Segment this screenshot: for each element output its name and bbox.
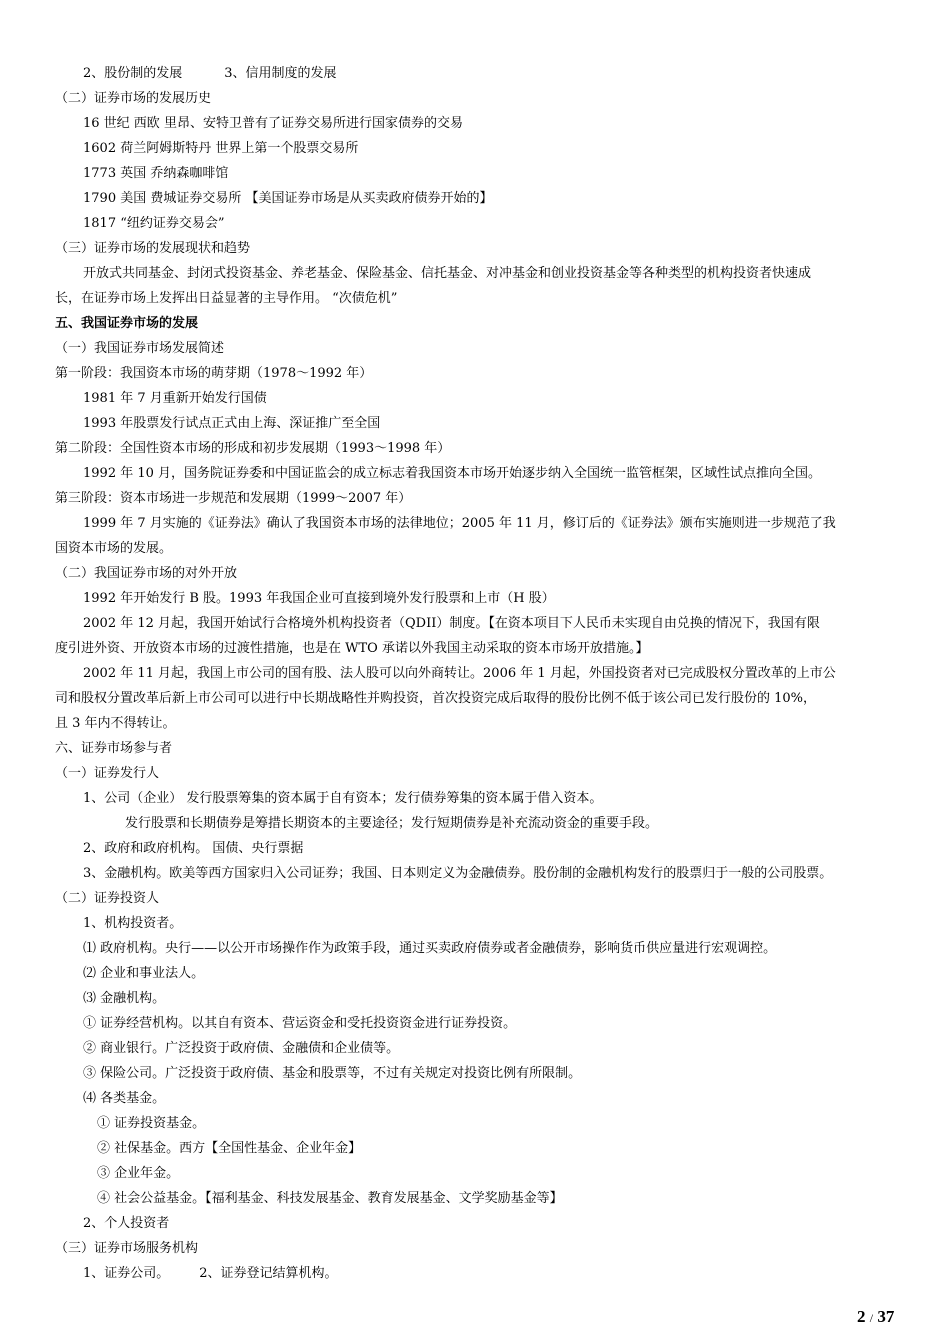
text-line: ④ 社会公益基金。【福利基金、科技发展基金、教育发展基金、文学奖励基金等】 [97, 1191, 563, 1206]
text-line: ⑷ 各类基金。 [83, 1091, 166, 1106]
text-line: ③ 企业年金。 [97, 1166, 180, 1181]
text-line: ⑵ 企业和事业法人。 [83, 966, 205, 981]
text-line: ① 证券投资基金。 [97, 1116, 206, 1131]
text-line: 且 3 年内不得转让。 [55, 716, 176, 731]
text-line: 1817 “纽约证券交易会” [83, 216, 225, 231]
text-line: ⑶ 金融机构。 [83, 991, 166, 1006]
text-line [83, 1266, 338, 1282]
text-segment: 2、证券登记结算机构。 [199, 1266, 338, 1281]
page-separator: / [869, 1311, 874, 1325]
text-line: 2002 年 12 月起，我国开始试行合格境外机构投资者（QDII）制度。【在资本项目下人民币未实现自由兑换的情况下，我国有限 [83, 616, 820, 631]
page-number [857, 1307, 894, 1327]
text-line: ⑴ 政府机构。央行——以公开市场操作作为政策手段，通过买卖政府债券或者金融债券，影响货币供应量进行宏观调控。 [83, 941, 777, 956]
text-line: 1773 英国 乔纳森咖啡馆 [83, 166, 229, 181]
text-line: 16 世纪 西欧 里昂、安特卫普有了证券交易所进行国家债券的交易 [83, 116, 463, 131]
text-line: ③ 保险公司。广泛投资于政府债、基金和股票等，不过有关规定对投资比例有所限制。 [83, 1066, 582, 1081]
section-heading: （二）证券市场的发展历史 [55, 91, 212, 106]
page-total: 37 [877, 1307, 895, 1326]
section-heading: （二）证券投资人 [55, 891, 160, 906]
text-line: 3、金融机构。欧美等西方国家归入公司证券；我国、日本则定义为金融债券。股份制的金融机构发行的股票归于一般的公司股票。 [83, 866, 833, 881]
text-line: 1999 年 7 月实施的《证券法》确认了我国资本市场的法律地位；2005 年 11 月，修订后的《证券法》颁布实施则进一步规范了我 [83, 516, 836, 531]
text-line: ② 社保基金。西方【全国性基金、企业年金】 [97, 1141, 362, 1156]
text-line: 2、政府和政府机构。 国债、央行票据 [83, 841, 304, 856]
section-heading: （一）我国证券市场发展简述 [55, 341, 225, 356]
text-line: 2、个人投资者 [83, 1216, 170, 1231]
stage-heading: 第一阶段：我国资本市场的萌芽期（1978～1992 年） [55, 366, 373, 381]
text-line: ① 证券经营机构。以其自有资本、营运资金和受托投资资金进行证券投资。 [83, 1016, 517, 1031]
text-line: 发行股票和长期债券是筹措长期资本的主要途径；发行短期债券是补充流动资金的重要手段。 [125, 816, 659, 831]
text-line: 开放式共同基金、封闭式投资基金、养老基金、保险基金、信托基金、对冲基金和创业投资基金等各种类型的机构投资者快速成 [83, 266, 812, 281]
page-current: 2 [857, 1307, 866, 1326]
stage-heading: 第三阶段：资本市场进一步规范和发展期（1999～2007 年） [55, 491, 412, 506]
text-line: 1602 荷兰阿姆斯特丹 世界上第一个股票交易所 [83, 141, 359, 156]
text-segment: 1、证券公司。 [83, 1266, 170, 1281]
text-line: 1992 年 10 月，国务院证券委和中国证监会的成立标志着我国资本市场开始逐步纳入全国统一监管框架，区域性试点推向全国。 [83, 466, 822, 481]
text-line: 2002 年 11 月起，我国上市公司的国有股、法人股可以向外商转让。2006 年 1 月起，外国投资者对已完成股权分置改革的上市公 [83, 666, 836, 681]
text-line: 1、机构投资者。 [83, 916, 183, 931]
text-line: 1981 年 7 月重新开始发行国债 [83, 391, 267, 406]
text-line: 度引进外资、开放资本市场的过渡性措施，也是在 WTO 承诺以外我国主动采取的资本市场开放措施。】 [55, 641, 649, 656]
text-line: 司和股权分置改革后新上市公司可以进行中长期战略性并购投资，首次投资完成后取得的股份比例不低于该公司已发行股份的 10%， [55, 691, 817, 706]
text-line: 1790 美国 费城证券交易所 【美国证券市场是从买卖政府债券开始的】 [83, 191, 493, 206]
text-line: 国资本市场的发展。 [55, 541, 173, 556]
section-heading: （三）证券市场服务机构 [55, 1241, 199, 1256]
text-segment: 3、信用制度的发展 [224, 66, 337, 81]
section-heading: （一）证券发行人 [55, 766, 160, 781]
text-line: 1993 年股票发行试点正式由上海、深证推广至全国 [83, 416, 381, 431]
text-line: ② 商业银行。广泛投资于政府债、金融债和企业债等。 [83, 1041, 400, 1056]
text-line: 1、公司（企业） 发行股票筹集的资本属于自有资本；发行债券筹集的资本属于借入资本。 [83, 791, 603, 806]
stage-heading: 第二阶段：全国性资本市场的形成和初步发展期（1993～1998 年） [55, 441, 451, 456]
text-line: 长，在证券市场上发挥出日益显著的主导作用。 “次债危机” [55, 291, 398, 306]
text-segment: 2、股份制的发展 [83, 66, 183, 81]
text-line: 1992 年开始发行 B 股。1993 年我国企业可直接到境外发行股票和上市（H 股） [83, 591, 555, 606]
chapter-heading: 六、证券市场参与者 [55, 741, 173, 756]
section-heading: （二）我国证券市场的对外开放 [55, 566, 238, 581]
text-line [83, 66, 337, 82]
section-heading: （三）证券市场的发展现状和趋势 [55, 241, 251, 256]
chapter-heading: 五、我国证券市场的发展 [55, 316, 199, 331]
